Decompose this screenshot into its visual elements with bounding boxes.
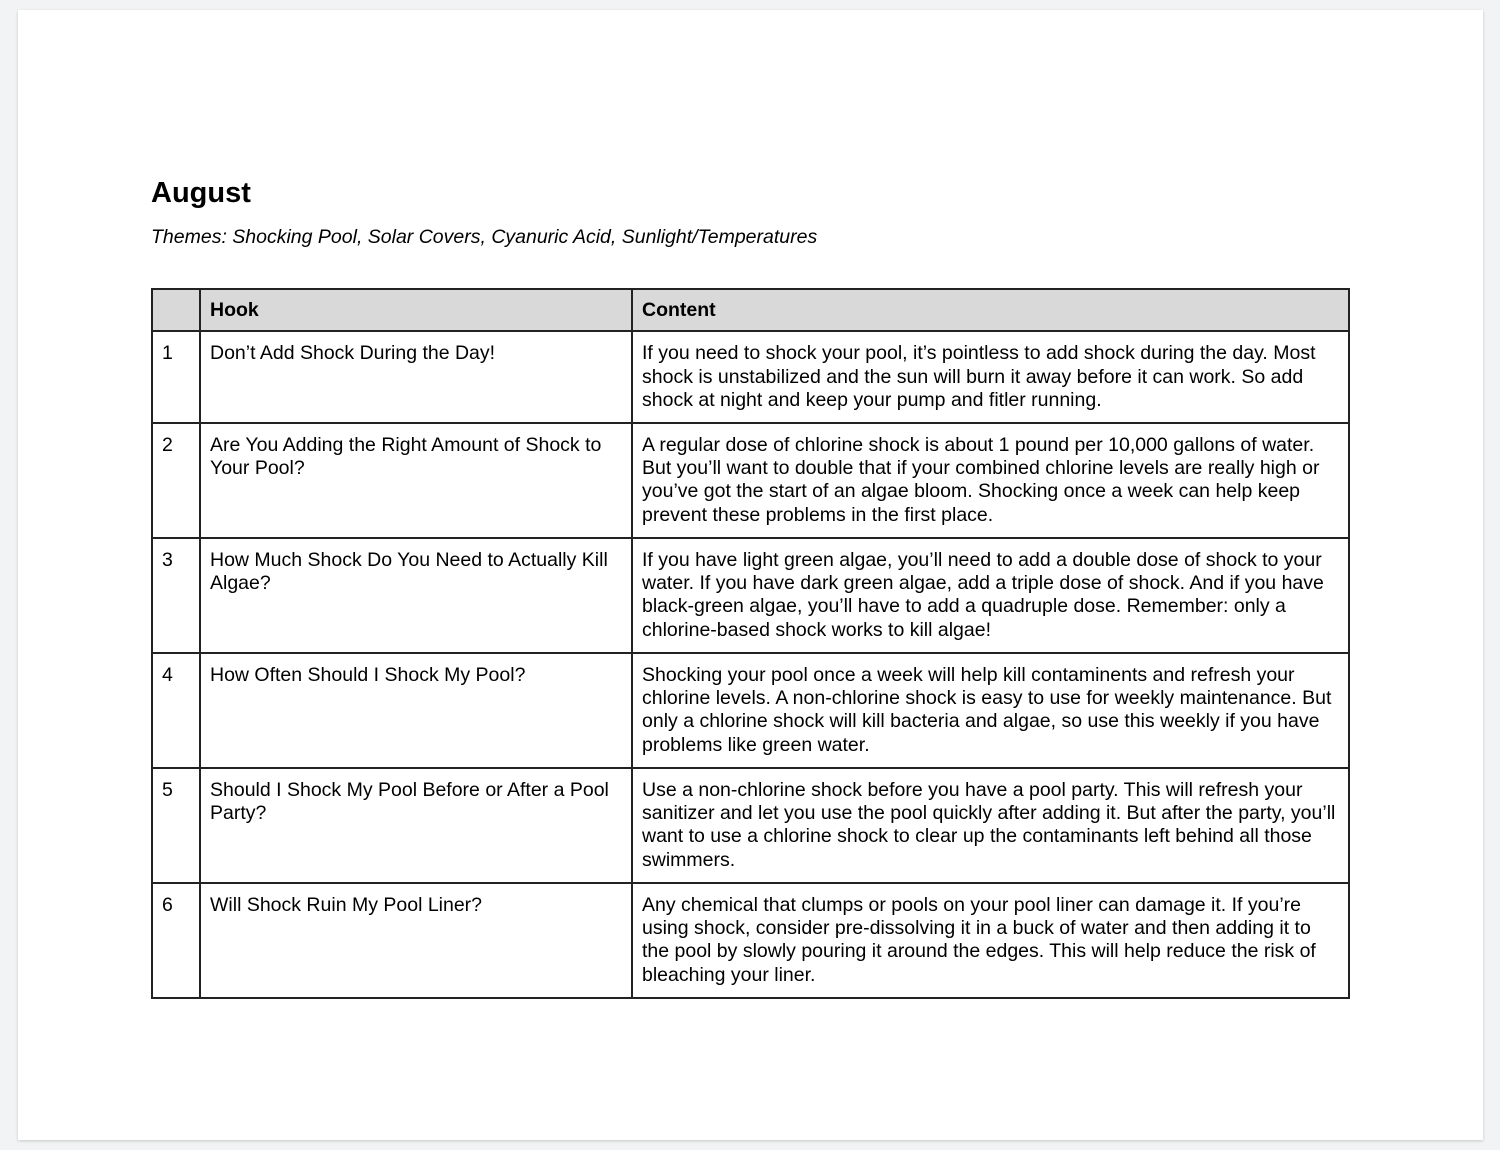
row-hook: How Much Shock Do You Need to Actually Kill Algae? (200, 538, 632, 653)
header-hook: Hook (200, 289, 632, 331)
content-plan-table (151, 288, 1350, 999)
row-number: 1 (152, 331, 200, 422)
table-row (152, 423, 1349, 538)
row-hook: Don’t Add Shock During the Day! (200, 331, 632, 422)
row-hook: Should I Shock My Pool Before or After a Pool Party? (200, 768, 632, 883)
row-hook: Will Shock Ruin My Pool Liner? (200, 883, 632, 998)
header-content: Content (632, 289, 1349, 331)
table-row (152, 653, 1349, 768)
row-number: 6 (152, 883, 200, 998)
page-title: August (151, 177, 251, 209)
row-number: 2 (152, 423, 200, 538)
row-content: A regular dose of chlorine shock is about 1 pound per 10,000 gallons of water. But you’ll want to double that if your combined chlorine levels are really high or you’ve got the start of an algae bloom. Shocking once a week can help keep prevent these problems in the first place. (632, 423, 1349, 538)
row-number: 3 (152, 538, 200, 653)
row-content: Use a non-chlorine shock before you have a pool party. This will refresh your sanitizer and let you use the pool quickly after adding it. But after the party, you’ll want to use a chlorine shock to clear up the contaminants left behind all those swimmers. (632, 768, 1349, 883)
header-number (152, 289, 200, 331)
row-content: If you need to shock your pool, it’s pointless to add shock during the day. Most shock is unstabilized and the sun will burn it away before it can work. So add shock at night and keep your pump and fitler running. (632, 331, 1349, 422)
table-row (152, 768, 1349, 883)
row-hook: Are You Adding the Right Amount of Shock to Your Pool? (200, 423, 632, 538)
themes-subtitle: Themes: Shocking Pool, Solar Covers, Cyanuric Acid, Sunlight/Temperatures (151, 226, 818, 248)
row-number: 5 (152, 768, 200, 883)
document-page (18, 10, 1483, 1140)
row-number: 4 (152, 653, 200, 768)
table-header-row (152, 289, 1349, 331)
row-content: Shocking your pool once a week will help kill contaminents and refresh your chlorine levels. A non-chlorine shock is easy to use for weekly maintenance. But only a chlorine shock will kill bacteria and algae, so use this weekly if you have problems like green water. (632, 653, 1349, 768)
row-content: If you have light green algae, you’ll need to add a double dose of shock to your water. If you have dark green algae, add a triple dose of shock. And if you have black-green algae, you’ll have to add a quadruple dose. Remember: only a chlorine-based shock works to kill algae! (632, 538, 1349, 653)
table-row (152, 883, 1349, 998)
row-hook: How Often Should I Shock My Pool? (200, 653, 632, 768)
row-content: Any chemical that clumps or pools on your pool liner can damage it. If you’re using shock, consider pre-dissolving it in a buck of water and then adding it to the pool by slowly pouring it around the edges. This will help reduce the risk of bleaching your liner. (632, 883, 1349, 998)
table-row (152, 331, 1349, 422)
document-body (151, 176, 1348, 986)
table-row (152, 538, 1349, 653)
